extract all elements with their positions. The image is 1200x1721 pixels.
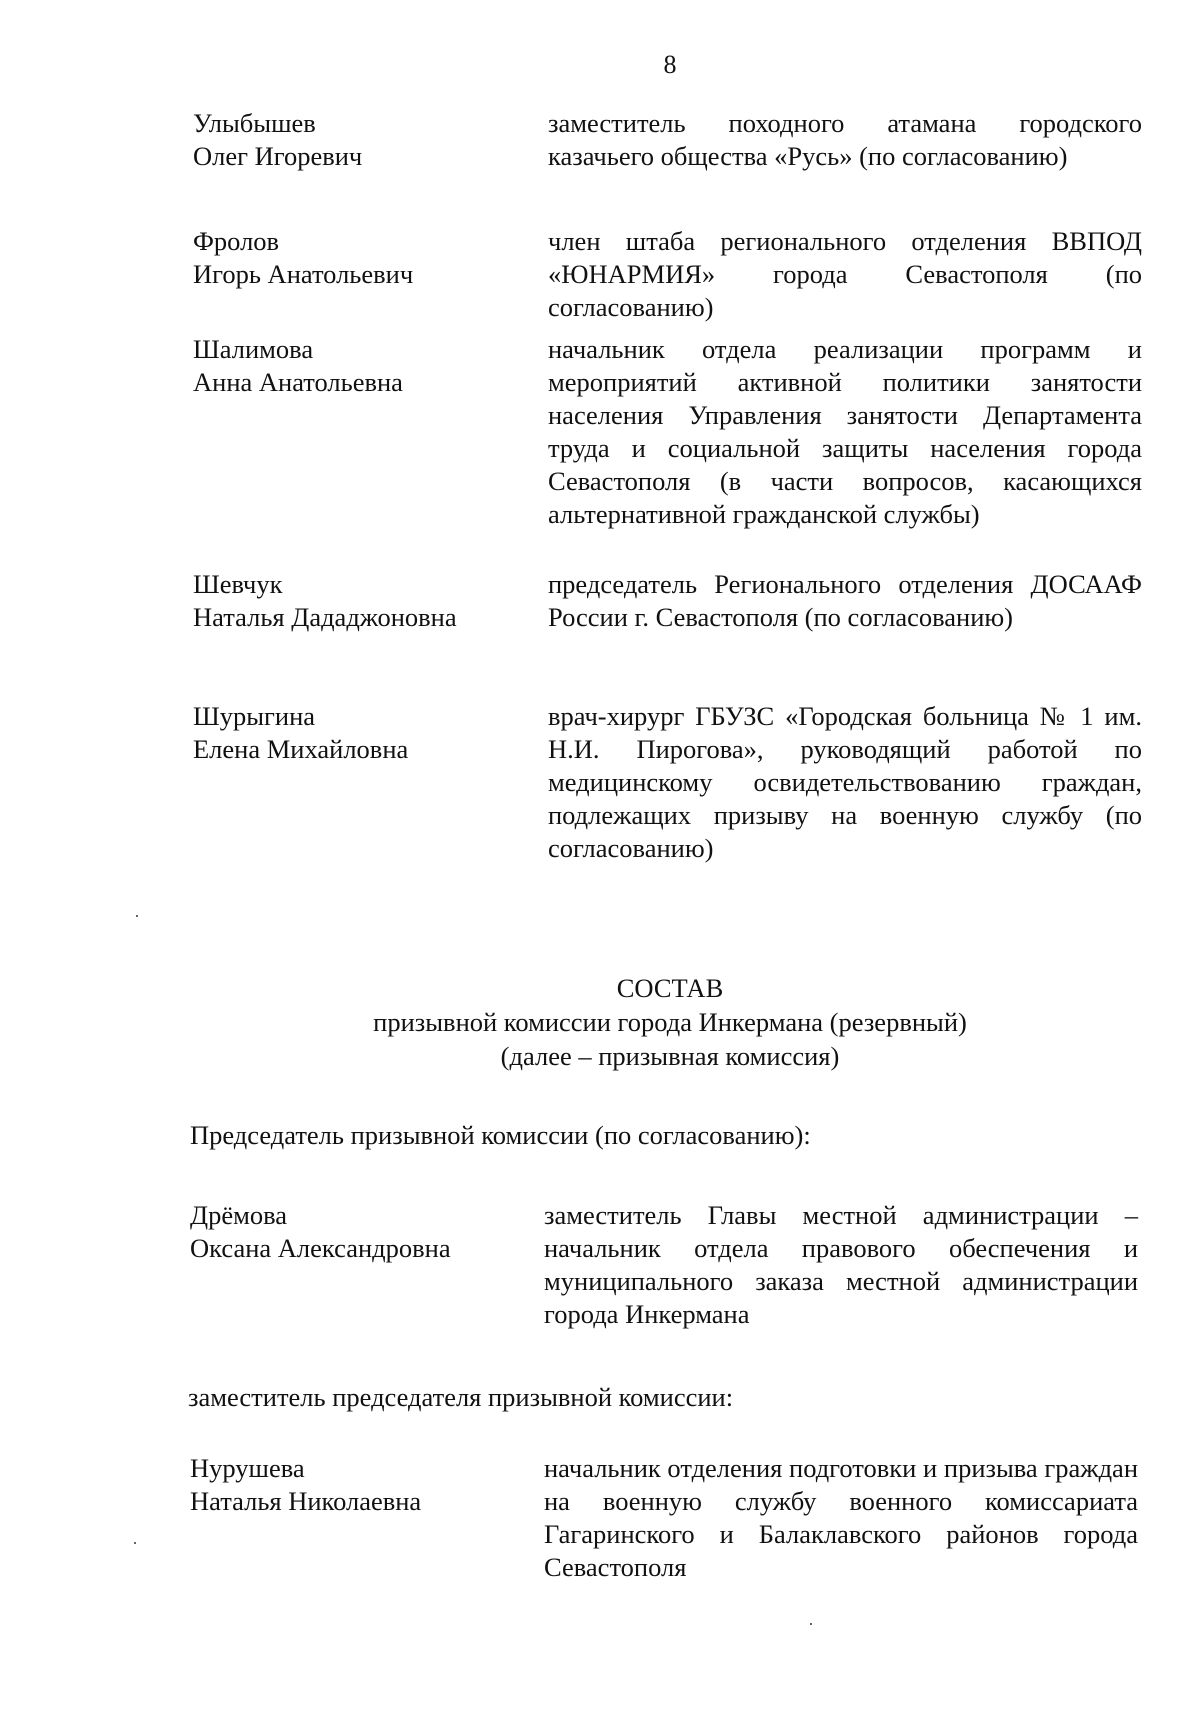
page-number: 8 [663, 50, 677, 79]
member-surname: Шевчук [193, 569, 283, 599]
member-role: председатель Регионального отделения ДОСААФ России г. Севастополя (по согласованию) [548, 569, 1142, 632]
member-name [193, 700, 513, 766]
deputy-label: заместитель председателя призывной комиссии: [188, 1382, 734, 1412]
member-role: начальник отдела реализации программ и мероприятий активной политики занятости населения Управления занятости Департамента труда и социальной защиты населения города Севастополя (в части вопросов, касающихся альтернативной гражданской службы) [548, 334, 1142, 529]
member-role: заместитель походного атамана городского казачьего общества «Русь» (по согласованию) [548, 108, 1142, 171]
member-name [193, 333, 513, 399]
member-surname: Улыбышев [193, 108, 316, 138]
composition-note: (далее – призывная комиссия) [500, 1041, 840, 1071]
member-surname: Шалимова [193, 334, 314, 364]
deputy-name [190, 1452, 510, 1518]
member-surname: Фролов [193, 226, 280, 256]
member-given-name: Олег Игоревич [193, 141, 363, 171]
composition-subtitle: призывной комиссии города Инкермана (резервный) [373, 1007, 967, 1037]
member-role: член штаба регионального отделения ВВПОД «ЮНАРМИЯ» города Севастополя (по согласованию) [548, 226, 1142, 322]
deputy-given-name: Наталья Николаевна [190, 1486, 422, 1516]
member-name [193, 107, 513, 173]
composition-title: СОСТАВ [616, 973, 724, 1003]
scan-speck [810, 1623, 812, 1625]
member-given-name: Игорь Анатольевич [193, 259, 414, 289]
member-name [193, 225, 513, 291]
scan-speck [134, 1542, 136, 1544]
deputy-role: начальник отделения подготовки и призыва граждан на военную службу военного комиссариата Гагаринского и Балаклавского районов города Севастополя [544, 1453, 1138, 1582]
chair-given-name: Оксана Александровна [190, 1233, 451, 1263]
chair-name [190, 1199, 510, 1265]
chair-role: заместитель Главы местной администрации – начальник отдела правового обеспечения и муниципального заказа местной администрации города Инкермана [544, 1200, 1138, 1329]
member-given-name: Наталья Дададжоновна [193, 602, 457, 632]
scan-speck [136, 915, 138, 917]
member-role: врач-хирург ГБУЗС «Городская больница № 1 им. Н.И. Пирогова», руководящий работой по медицинскому освидетельствованию граждан, подлежащих призыву на военную службу (по согласованию) [548, 701, 1142, 863]
member-given-name: Елена Михайловна [193, 734, 409, 764]
chair-label: Председатель призывной комиссии (по согласованию): [190, 1120, 811, 1150]
member-name [193, 568, 513, 634]
chair-surname: Дрёмова [190, 1200, 288, 1230]
deputy-surname: Нурушева [190, 1453, 305, 1483]
member-surname: Шурыгина [193, 701, 316, 731]
member-given-name: Анна Анатольевна [193, 367, 403, 397]
